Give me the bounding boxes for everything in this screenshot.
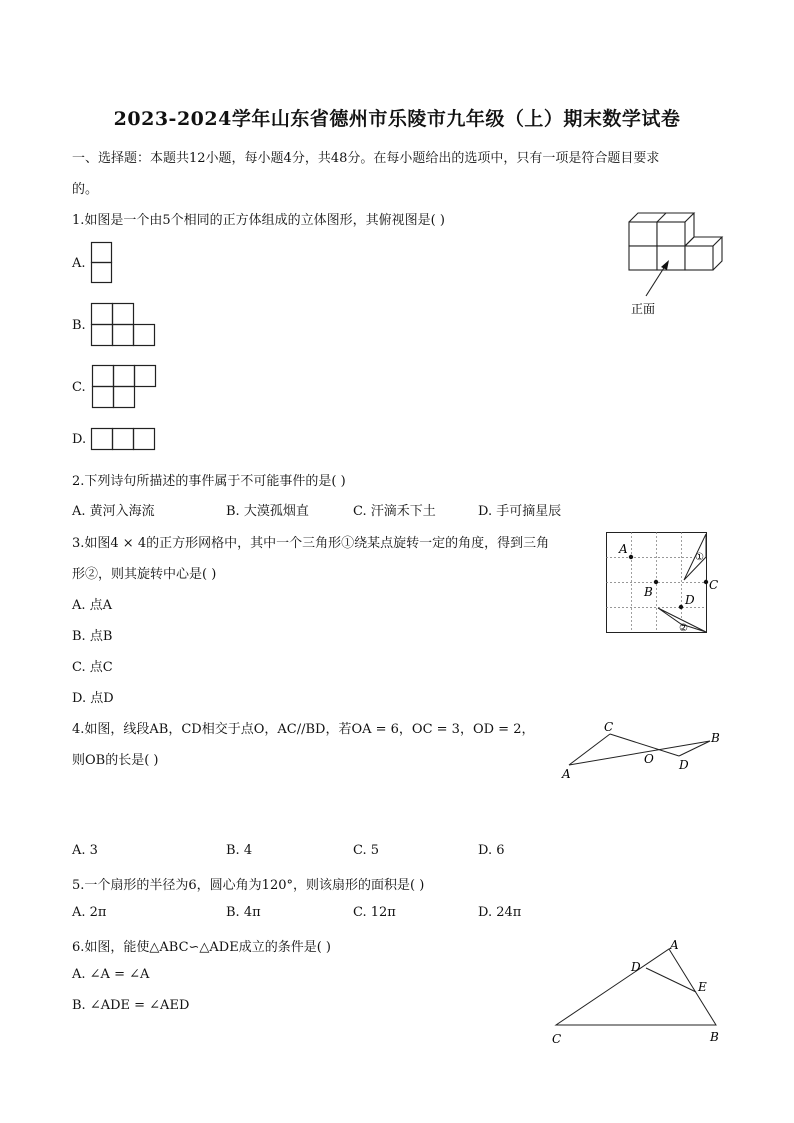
q3-option-c[interactable]: C. 点C bbox=[72, 660, 113, 675]
q2-option-a[interactable]: A. 黄河入海流 bbox=[72, 504, 155, 519]
q1-option-b-figure bbox=[91, 303, 157, 347]
q4-option-b[interactable]: B. 4 bbox=[226, 843, 253, 858]
svg-text:D: D bbox=[685, 593, 695, 607]
q5-option-a[interactable]: A. 2π bbox=[72, 905, 107, 920]
page-title: 2023-2024学年山东省德州市乐陵市九年级（上）期末数学试卷 bbox=[113, 108, 681, 130]
q3-stem-line2: 形②，则其旋转中心是( ) bbox=[72, 567, 217, 582]
section-instructions-line1: 一、选择题：本题共12小题，每小题4分，共48分。在每小题给出的选项中，只有一项是符合题目要求 bbox=[72, 151, 660, 166]
q4-figure bbox=[557, 718, 727, 784]
q1-option-c[interactable]: C. bbox=[72, 380, 86, 395]
svg-text:A: A bbox=[670, 938, 679, 952]
q5-option-b[interactable]: B. 4π bbox=[226, 905, 261, 920]
svg-text:D: D bbox=[679, 758, 689, 772]
svg-text:E: E bbox=[698, 980, 707, 994]
q3-option-d[interactable]: D. 点D bbox=[72, 691, 114, 706]
q3-option-a[interactable]: A. 点A bbox=[72, 598, 113, 613]
q1-option-d[interactable]: D. bbox=[72, 432, 87, 447]
q4-stem-line2: 则OB的长是( ) bbox=[72, 753, 159, 768]
svg-text:①: ① bbox=[695, 552, 704, 563]
q6-triangle-figure bbox=[548, 935, 728, 1047]
q3-stem-line1: 3.如图4 × 4的正方形网格中，其中一个三角形①绕某点旋转一定的角度，得到三角 bbox=[72, 536, 550, 551]
q4-stem-line1: 4.如图，线段AB，CD相交于点O，AC//BD，若OA = 6，OC = 3，OD = 2， bbox=[72, 722, 535, 737]
q2-option-b[interactable]: B. 大漠孤烟直 bbox=[226, 504, 309, 519]
svg-text:B: B bbox=[710, 1030, 719, 1044]
q1-option-a-figure bbox=[91, 242, 113, 284]
svg-text:A: A bbox=[619, 542, 628, 556]
q5-option-c[interactable]: C. 12π bbox=[353, 905, 396, 920]
q1-solid-figure bbox=[626, 210, 722, 320]
q6-option-a[interactable]: A. ∠A = ∠A bbox=[72, 967, 150, 982]
q5-stem: 5.一个扇形的半径为6，圆心角为120°，则该扇形的面积是( ) bbox=[72, 878, 425, 893]
section-instructions-line2: 的。 bbox=[72, 182, 99, 197]
q2-option-c[interactable]: C. 汗滴禾下土 bbox=[353, 504, 436, 519]
q3-grid-figure bbox=[606, 532, 726, 636]
svg-text:B: B bbox=[644, 585, 653, 599]
q4-option-a[interactable]: A. 3 bbox=[72, 843, 98, 858]
q6-option-b[interactable]: B. ∠ADE = ∠AED bbox=[72, 998, 190, 1013]
svg-text:B: B bbox=[711, 731, 720, 745]
q1-option-d-figure bbox=[91, 428, 157, 451]
q4-option-d[interactable]: D. 6 bbox=[478, 843, 505, 858]
q6-stem: 6.如图，能使△ABC∽△ADE成立的条件是( ) bbox=[72, 940, 331, 955]
q2-option-d[interactable]: D. 手可摘星辰 bbox=[478, 504, 562, 519]
q5-option-d[interactable]: D. 24π bbox=[478, 905, 522, 920]
q4-option-c[interactable]: C. 5 bbox=[353, 843, 380, 858]
q1-option-c-figure bbox=[92, 365, 158, 409]
svg-text:②: ② bbox=[679, 623, 688, 634]
q1-option-a[interactable]: A. bbox=[72, 256, 86, 271]
svg-text:A: A bbox=[562, 767, 571, 781]
svg-text:C: C bbox=[604, 720, 614, 734]
q2-stem: 2.下列诗句所描述的事件属于不可能事件的是( ) bbox=[72, 474, 346, 489]
q1-front-label: 正面 bbox=[631, 302, 656, 316]
svg-text:C: C bbox=[709, 578, 719, 592]
svg-text:C: C bbox=[552, 1032, 562, 1046]
q3-option-b[interactable]: B. 点B bbox=[72, 629, 113, 644]
svg-text:D: D bbox=[631, 960, 641, 974]
q1-option-b[interactable]: B. bbox=[72, 318, 86, 333]
svg-text:O: O bbox=[644, 752, 654, 766]
q1-stem: 1.如图是一个由5个相同的正方体组成的立体图形，其俯视图是( ) bbox=[72, 213, 445, 228]
